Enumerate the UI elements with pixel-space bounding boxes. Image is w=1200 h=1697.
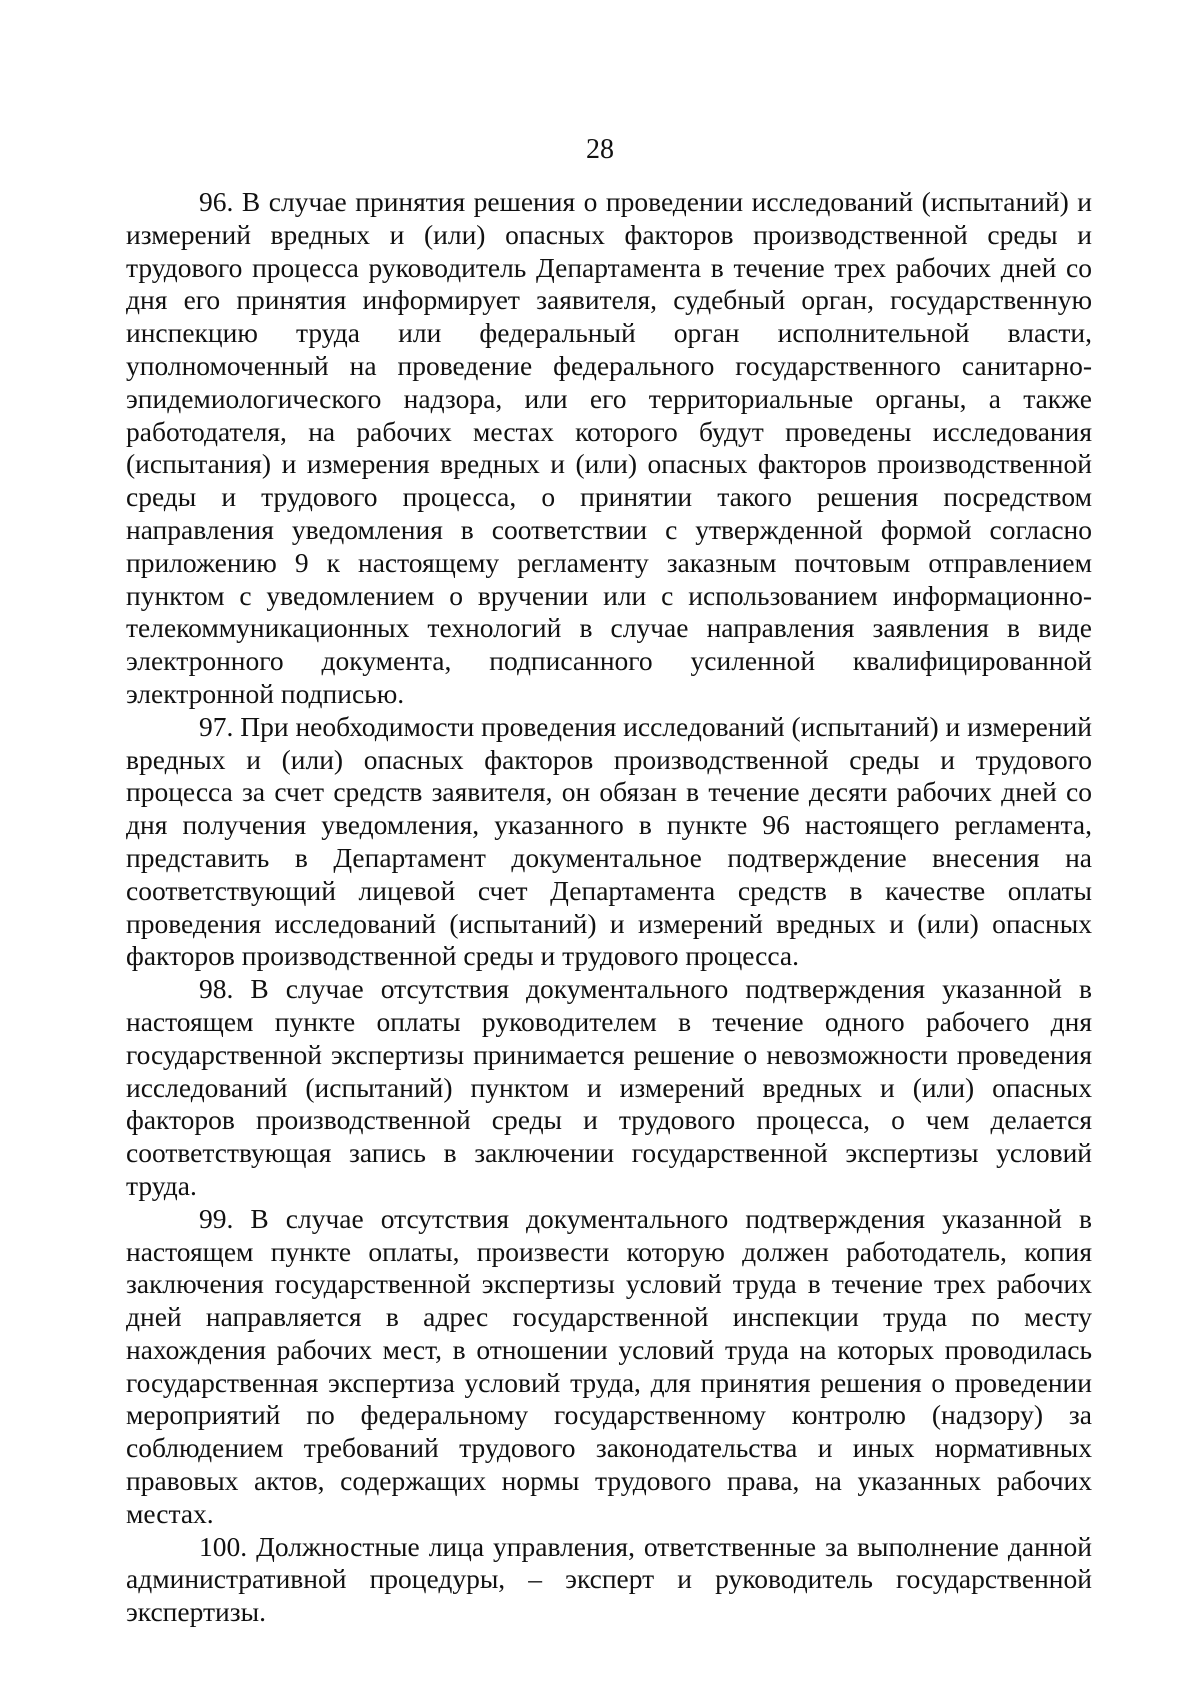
paragraph-97: 97. При необходимости проведения исследований (испытаний) и измерений вредных и (или) опасных факторов производственной среды и трудового процесса за счет средств заявителя, он обязан в течение десяти рабочих дней со дня получения уведомления, указанного в пункте 96 настоящего регламента, представить в Департамент документальное подтверждение внесения на соответствующий лицевой счет Департамента средств в качестве оплаты проведения исследований (испытаний) и измерений вредных и (или) опасных факторов производственной среды и трудового процесса. bbox=[126, 710, 1092, 972]
paragraph-96: 96. В случае принятия решения о проведении исследований (испытаний) и измерений вредных и (или) опасных факторов производственной среды и трудового процесса руководитель Департамента в течение трех рабочих дней со дня его принятия информирует заявителя, судебный орган, государственную инспекцию труда или федеральный орган исполнительной власти, уполномоченный на проведение федерального государственного санитарно-эпидемиологического надзора, или его территориальные органы, а также работодателя, на рабочих местах которого будут проведены исследования (испытания) и измерения вредных и (или) опасных факторов производственной среды и трудового процесса, о принятии такого решения посредством направления уведомления в соответствии с утвержденной формой согласно приложению 9 к настоящему регламенту заказным почтовым отправлением пунктом с уведомлением о вручении или с использованием информационно-телекоммуникационных технологий в случае направления заявления в виде электронного документа, подписанного усиленной квалифицированной электронной подписью. bbox=[126, 186, 1092, 709]
page-number: 28 bbox=[586, 134, 614, 165]
document-body bbox=[126, 186, 1092, 1629]
paragraph-98: 98. В случае отсутствия документального подтверждения указанной в настоящем пункте оплаты руководителем в течение одного рабочего дня государственной экспертизы принимается решение о невозможности проведения исследований (испытаний) пунктом и измерений вредных и (или) опасных факторов производственной среды и трудового процесса, о чем делается соответствующая запись в заключении государственной экспертизы условий труда. bbox=[126, 973, 1092, 1201]
paragraph-100: 100. Должностные лица управления, ответственные за выполнение данной административной процедуры, – эксперт и руководитель государственной экспертизы. bbox=[126, 1530, 1092, 1628]
paragraph-99: 99. В случае отсутствия документального подтверждения указанной в настоящем пункте оплаты, произвести которую должен работодатель, копия заключения государственной экспертизы условий труда в течение трех рабочих дней направляется в адрес государственной инспекции труда по месту нахождения рабочих мест, в отношении условий труда на которых проводилась государственная экспертиза условий труда, для принятия решения о проведении мероприятий по федеральному государственному контролю (надзору) за соблюдением требований трудового законодательства и иных нормативных правовых актов, содержащих нормы трудового права, на указанных рабочих местах. bbox=[126, 1202, 1092, 1529]
